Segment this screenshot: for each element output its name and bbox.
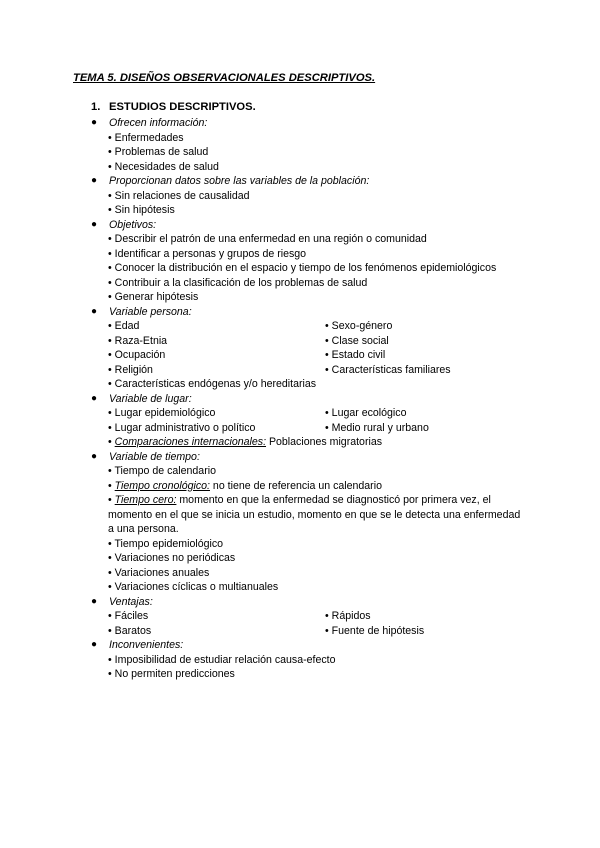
underlined-term: Tiempo cronológico: (114, 479, 210, 492)
list-item: • Sin relaciones de causalidad (108, 189, 250, 202)
list-item: • Identificar a personas y grupos de riesgo (108, 247, 307, 260)
bullet-section-inconvenientes (0, 638, 600, 653)
list-item: • Describir el patrón de una enfermedad en una región o comunidad (108, 233, 427, 245)
underlined-term: Comparaciones internacionales: (114, 436, 267, 448)
list-item: • Variaciones anuales (108, 566, 210, 579)
list-item: • Contribuir a la clasificación de los problemas de salud (108, 276, 368, 289)
bullet-section-datos (0, 174, 600, 189)
section-heading-text: ESTUDIOS DESCRIPTIVOS. (109, 101, 256, 113)
list-item: • Conocer la distribución en el espacio y tiempo de los fenómenos epidemiológicos (108, 262, 497, 274)
section-label: Proporcionan datos sobre las variables de la población: (109, 175, 370, 187)
bullet-dot: ● (91, 305, 98, 317)
list-item-pair: • Fáciles • Rápidos (108, 610, 371, 622)
bullet-dot: ● (91, 117, 98, 128)
list-item: • Características endógenas y/o hereditarias (108, 378, 317, 390)
list-item-pair: • Edad • Sexo-género (108, 320, 393, 332)
section-number: 1. (91, 101, 101, 113)
list-item-pair: • Ocupación • Estado civil (108, 349, 386, 361)
list-item-pair: • Lugar administrativo o político • Medio rural y urbano (108, 421, 429, 434)
section-label: Objetivos: (109, 218, 157, 231)
list-item-pair: • Baratos • Fuente de hipótesis (108, 624, 425, 637)
section-label: Variable de tiempo: (109, 450, 200, 463)
list-item: • Variaciones no periódicas (108, 552, 236, 564)
bullet-dot: ● (91, 639, 98, 650)
section-label: Ofrecen información: (109, 117, 208, 129)
bullet-section-tiempo (0, 450, 600, 465)
bullet-dot: ● (91, 175, 98, 186)
list-item: • Tiempo de calendario (108, 465, 216, 477)
bullet-section-ventajas (0, 595, 600, 610)
list-item-pair: • Religión • Características familiares (108, 363, 451, 376)
list-item-pair: • Raza-Etnia • Clase social (108, 334, 389, 347)
list-item: • Necesidades de salud (108, 160, 219, 173)
list-item: • Imposibilidad de estudiar relación causa-efecto (108, 653, 336, 666)
list-item: • Tiempo epidemiológico (108, 537, 224, 550)
list-item-paragraph: • Tiempo cero: momento en que la enfermedad se diagnosticó por primera vez, el momento en el que se inicia un estudio, momento en que se le detecta una enfermedad a una persona. (108, 494, 521, 535)
list-item: • Enfermedades (108, 131, 184, 144)
section-label: Variable de lugar: (109, 392, 192, 405)
bullet-section-persona (0, 305, 600, 320)
bullet-section-info (0, 116, 600, 131)
list-item: • Sin hipótesis (108, 204, 175, 216)
list-item: • Tiempo cronológico: no tiene de referencia un calendario (108, 479, 382, 492)
document-title: TEMA 5. DISEÑOS OBSERVACIONALES DESCRIPTIVOS. (73, 72, 376, 84)
list-item: • Generar hipótesis (108, 291, 199, 303)
bullet-dot: ● (91, 450, 98, 462)
underlined-term: Tiempo cero: (114, 494, 177, 506)
section-label: Variable persona: (109, 305, 192, 318)
bullet-dot: ● (91, 218, 98, 230)
bullet-section-objetivos (0, 218, 600, 233)
list-item: • No permiten predicciones (108, 668, 235, 680)
document-body (0, 116, 600, 682)
bullet-dot: ● (91, 392, 98, 404)
list-item: • Variaciones cíclicas o multianuales (108, 581, 279, 593)
list-item: • Problemas de salud (108, 146, 209, 158)
section-label: Inconvenientes: (109, 639, 184, 651)
bullet-dot: ● (91, 595, 98, 607)
list-item: • Comparaciones internacionales: Poblaciones migratorias (108, 436, 383, 448)
section-heading (91, 101, 256, 113)
list-item-pair: • Lugar epidemiológico • Lugar ecológico (108, 407, 407, 419)
section-label: Ventajas: (109, 595, 153, 608)
bullet-section-lugar (0, 392, 600, 407)
